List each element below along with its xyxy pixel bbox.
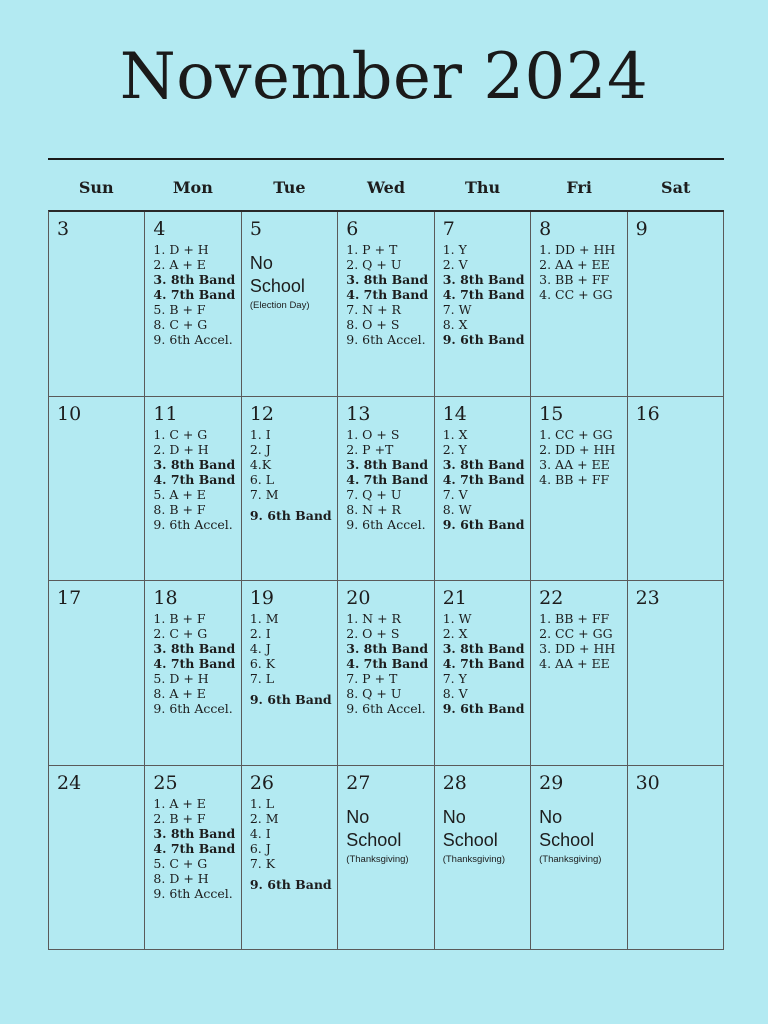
day-number: 12 [249, 402, 275, 425]
schedule-line: 9. 6th Band [249, 692, 332, 707]
schedule-line: 3. 8th Band [153, 825, 236, 841]
schedule-line: 2. C + G [153, 626, 208, 641]
schedule-line: 3. DD + HH [539, 641, 616, 656]
calendar-grid [48, 210, 724, 950]
day-number: 26 [249, 771, 275, 794]
schedule-line: 1. X [442, 426, 468, 442]
schedule-line: 7. M [249, 486, 279, 502]
schedule-line: 4. BB + FF [539, 471, 610, 487]
schedule-line: 3. 8th Band [153, 272, 236, 287]
schedule-line: 9. 6th Accel. [346, 516, 426, 532]
day-number: 15 [539, 402, 564, 425]
schedule-line: 4. 7th Band [153, 840, 236, 856]
day-cell-23 [628, 581, 724, 766]
no-school-notice [539, 806, 622, 866]
schedule-line: 4.K [249, 456, 272, 472]
schedule-line: 1. L [249, 795, 275, 811]
schedule-line: 2. V [442, 257, 468, 272]
schedule-line: 2. J [249, 441, 271, 457]
no-school-line1: No [346, 806, 370, 827]
no-school-line1: No [442, 806, 466, 827]
day-cell-10 [49, 397, 145, 582]
day-number: 8 [539, 218, 552, 240]
schedule-line: 8. A + E [153, 686, 206, 701]
schedule-line: 1. C + G [153, 426, 208, 442]
schedule-line: 4. 7th Band [346, 287, 429, 302]
schedule-line: 7. N + R [346, 302, 401, 317]
schedule-line: 4. 7th Band [442, 656, 525, 671]
schedule-line: 2. P +T [346, 441, 394, 457]
schedule-line: 4. 7th Band [346, 471, 429, 487]
schedule-line: 9. 6th Accel. [346, 701, 426, 716]
day-cell-17 [49, 581, 145, 766]
schedule-line: 8. N + R [346, 501, 401, 517]
schedule-line: 5. C + G [153, 855, 208, 871]
schedule-line: 8. C + G [153, 317, 208, 332]
day-number: 20 [346, 587, 371, 609]
schedule-line: 4. CC + GG [539, 287, 613, 302]
weekday-fri: Fri [566, 178, 592, 197]
day-number: 14 [442, 402, 467, 425]
schedule-line: 9. 6th Accel. [153, 516, 233, 532]
day-cell-12 [242, 397, 338, 582]
schedule-line: 5. D + H [153, 671, 209, 686]
no-school-line2: School [346, 829, 402, 850]
day-number: 11 [153, 402, 178, 425]
day-cell-3 [49, 212, 145, 397]
day-number: 24 [57, 771, 82, 794]
schedule-line: 4. J [249, 641, 271, 656]
day-cell-15 [531, 397, 627, 582]
no-school-line2: School [249, 276, 305, 296]
schedule-line: 7. K [249, 855, 276, 871]
no-school-reason: (Thanksgiving) [539, 853, 602, 865]
no-school-line2: School [539, 829, 595, 850]
weekday-wed: Wed [366, 178, 405, 197]
schedule-line: 9. 6th Accel. [153, 701, 233, 716]
day-number: 21 [442, 587, 467, 609]
schedule-line: 2. D + H [153, 441, 209, 457]
schedule-line: 6. K [249, 656, 276, 671]
schedule-line: 8. V [442, 686, 468, 701]
schedule-line: 7. Y [442, 671, 467, 686]
schedule-line: 8. D + H [153, 870, 209, 886]
schedule-line: 7. Q + U [346, 486, 402, 502]
schedule-line: 1. W [442, 611, 472, 626]
schedule-line: 3. 8th Band [346, 456, 429, 472]
schedule-line: 5. B + F [153, 302, 206, 317]
no-school-line1: No [249, 253, 273, 273]
schedule-line: 1. P + T [346, 242, 398, 257]
schedule-line: 1. O + S [346, 426, 400, 442]
schedule-line: 6. J [249, 840, 271, 856]
day-cell-20 [338, 581, 434, 766]
schedule-line: 1. M [249, 611, 279, 626]
schedule-line: 1. D + H [153, 242, 209, 257]
weekday-sun: Sun [78, 178, 114, 197]
no-school-reason: (Thanksgiving) [346, 853, 409, 865]
schedule-line: 9. 6th Accel. [346, 332, 426, 347]
day-number: 3 [57, 218, 70, 240]
schedule-line: 9. 6th Accel. [153, 885, 233, 901]
schedule-line: 4. 7th Band [153, 656, 236, 671]
day-number: 18 [153, 587, 178, 609]
day-number: 27 [346, 771, 371, 794]
day-number: 6 [346, 218, 359, 240]
schedule-line: 9. 6th Band [249, 507, 332, 523]
schedule-line: 4. 7th Band [442, 471, 525, 487]
schedule-line: 1. Y [442, 242, 467, 257]
day-number: 5 [249, 218, 262, 240]
day-cell-28 [435, 766, 531, 951]
weekday-mon: Mon [172, 178, 213, 197]
day-cell-5 [242, 212, 338, 397]
day-cell-16 [628, 397, 724, 582]
day-number: 22 [539, 587, 564, 609]
weekday-thu: Thu [464, 178, 501, 197]
day-cell-8 [531, 212, 627, 397]
schedule-line: 8. O + S [346, 317, 400, 332]
weekday-header-row [48, 168, 724, 208]
schedule-line: 3. 8th Band [442, 641, 525, 656]
schedule-line: 3. 8th Band [442, 456, 525, 472]
schedule-line: 2. DD + HH [539, 441, 616, 457]
day-number: 28 [442, 771, 467, 794]
day-cell-29 [531, 766, 627, 951]
schedule-line: 3. 8th Band [153, 641, 236, 656]
schedule-line: 8. W [442, 501, 472, 517]
day-number: 16 [635, 402, 660, 425]
no-school-notice [346, 806, 429, 866]
no-school-line2: School [442, 829, 498, 850]
schedule-line: 2. I [249, 626, 271, 641]
day-cell-25 [145, 766, 241, 951]
day-number: 25 [153, 771, 178, 794]
day-cell-27 [338, 766, 434, 951]
day-number: 7 [442, 218, 455, 240]
day-number: 23 [635, 587, 660, 609]
schedule-line: 9. 6th Band [442, 516, 525, 532]
day-cell-26 [242, 766, 338, 951]
header-rule [48, 158, 724, 160]
schedule-line: 3. BB + FF [539, 272, 610, 287]
no-school-line1: No [539, 806, 563, 827]
no-school-notice [443, 806, 526, 866]
schedule-line: 3. 8th Band [346, 641, 429, 656]
schedule-line: 7. W [442, 302, 472, 317]
day-number: 30 [635, 771, 660, 794]
day-cell-6 [338, 212, 434, 397]
no-school-reason: (Thanksgiving) [442, 853, 506, 865]
day-cell-22 [531, 581, 627, 766]
schedule-line: 9. 6th Band [249, 876, 332, 892]
schedule-line: 9. 6th Band [442, 332, 525, 347]
schedule-line: 2. CC + GG [539, 626, 613, 641]
day-number: 19 [249, 587, 275, 609]
schedule-line: 4. 7th Band [153, 287, 236, 302]
day-number: 9 [635, 218, 648, 240]
day-cell-13 [338, 397, 434, 582]
schedule-line: 4. I [249, 825, 271, 841]
weekday-tue: Tue [273, 178, 306, 197]
schedule-line: 1. N + R [346, 611, 401, 626]
day-cell-30 [628, 766, 724, 951]
day-number: 10 [57, 402, 82, 425]
day-cell-7 [435, 212, 531, 397]
schedule-line: 8. Q + U [346, 686, 402, 701]
schedule-line: 2. O + S [346, 626, 400, 641]
schedule-line: 2. M [249, 810, 279, 826]
day-number: 13 [346, 402, 371, 425]
schedule-line: 9. 6th Accel. [153, 332, 233, 347]
schedule-line: 4. AA + EE [539, 656, 610, 671]
schedule-line: 1. A + E [153, 795, 206, 811]
day-cell-14 [435, 397, 531, 582]
day-cell-19 [242, 581, 338, 766]
schedule-line: 7. P + T [346, 671, 398, 686]
schedule-line: 9. 6th Band [442, 701, 525, 716]
day-number: 4 [153, 218, 166, 240]
schedule-line: 1. CC + GG [539, 426, 613, 442]
schedule-line: 3. 8th Band [346, 272, 429, 287]
weekday-sat: Sat [661, 178, 691, 197]
day-cell-11 [145, 397, 241, 582]
schedule-line: 7. V [442, 486, 468, 502]
schedule-line: 2. Q + U [346, 257, 402, 272]
day-cell-24 [49, 766, 145, 951]
day-cell-4 [145, 212, 241, 397]
schedule-line: 4. 7th Band [442, 287, 525, 302]
schedule-line: 5. A + E [153, 486, 206, 502]
calendar-title: November 2024 [119, 40, 649, 114]
schedule-line: 1. DD + HH [539, 242, 616, 257]
schedule-line: 4. 7th Band [346, 656, 429, 671]
schedule-line: 8. B + F [153, 501, 206, 517]
schedule-line: 2. Y [442, 441, 467, 457]
no-school-reason: (Election Day) [249, 300, 310, 311]
schedule-line: 8. X [442, 317, 468, 332]
day-cell-18 [145, 581, 241, 766]
schedule-line: 2. B + F [153, 810, 206, 826]
no-school-notice [250, 252, 333, 312]
day-cell-21 [435, 581, 531, 766]
schedule-line: 7. L [249, 671, 275, 686]
schedule-line: 3. 8th Band [153, 456, 236, 472]
schedule-line: 6. L [249, 471, 275, 487]
day-cell-9 [628, 212, 724, 397]
schedule-line: 3. AA + EE [539, 456, 610, 472]
schedule-line: 1. B + F [153, 611, 206, 626]
schedule-line: 1. BB + FF [539, 611, 610, 626]
day-number: 17 [57, 587, 82, 609]
schedule-line: 3. 8th Band [442, 272, 525, 287]
schedule-line: 2. A + E [153, 257, 206, 272]
schedule-line: 4. 7th Band [153, 471, 236, 487]
schedule-line: 1. I [249, 426, 271, 442]
schedule-line: 2. X [442, 626, 468, 641]
schedule-line: 2. AA + EE [539, 257, 610, 272]
day-number: 29 [539, 771, 564, 794]
